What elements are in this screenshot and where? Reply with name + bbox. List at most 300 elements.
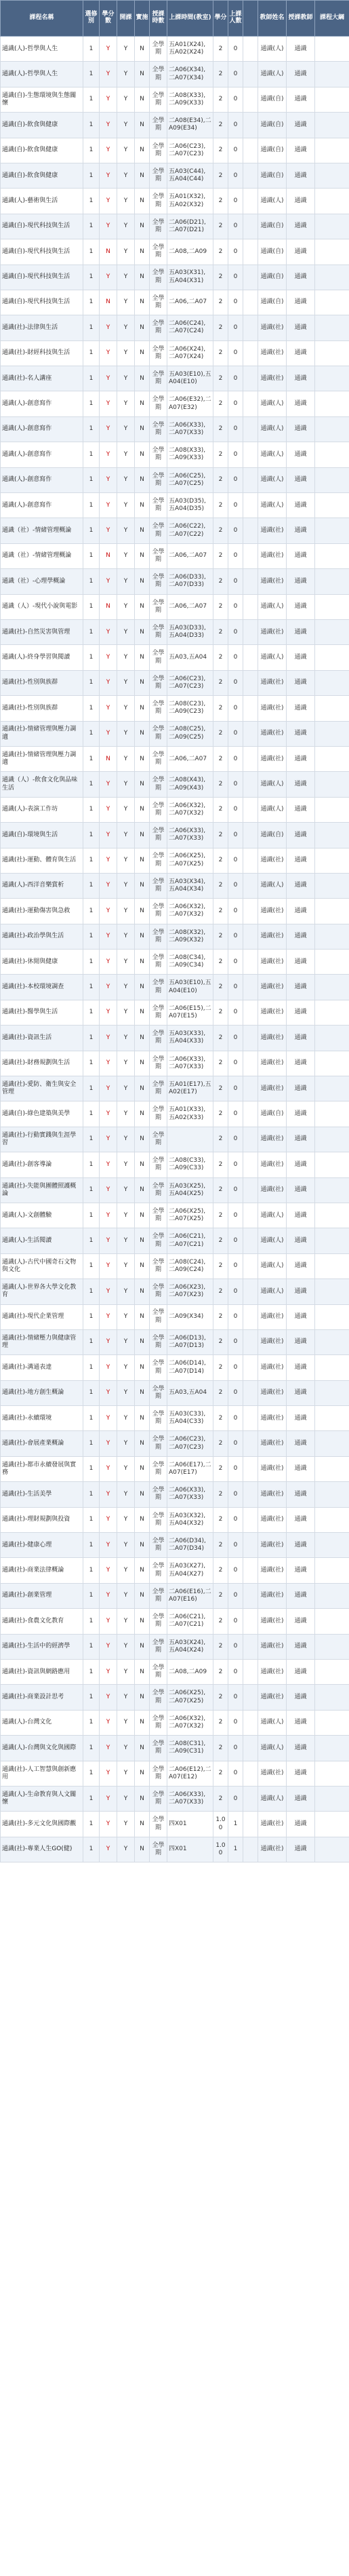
cell-course-name[interactable]: 通識(自)-生態環境與生態關懷 bbox=[1, 87, 83, 112]
table-row[interactable] bbox=[1, 645, 349, 670]
table-row[interactable] bbox=[1, 163, 349, 188]
cell-course-name[interactable]: 通識(社)-會展產業概論 bbox=[1, 1431, 83, 1456]
table-row[interactable] bbox=[1, 1051, 349, 1076]
cell-implement-flag: N bbox=[135, 163, 150, 188]
cell-schedule: 五A03(E10),五A04(E10) bbox=[167, 975, 213, 1000]
header-teacher[interactable]: 教師姓名 bbox=[258, 1, 287, 37]
header-instructor[interactable]: 授課教師 bbox=[287, 1, 315, 37]
table-row[interactable] bbox=[1, 924, 349, 949]
cell-credit-count: N bbox=[100, 543, 117, 568]
header-implement[interactable]: 實施 bbox=[135, 1, 150, 37]
table-row[interactable] bbox=[1, 1127, 349, 1152]
cell-course-name[interactable]: 通識（人）-飲食文化與品味生活 bbox=[1, 772, 83, 797]
table-row[interactable] bbox=[1, 416, 349, 442]
cell-course-name[interactable]: 通識(社)-生活中的經濟學 bbox=[1, 1634, 83, 1659]
cell-syllabus bbox=[315, 1558, 349, 1583]
cell-instructor: 通識 bbox=[287, 1051, 315, 1076]
cell-elective: 1 bbox=[83, 62, 100, 87]
table-row[interactable] bbox=[1, 1812, 349, 1837]
table-row[interactable] bbox=[1, 1482, 349, 1507]
cell-course-name[interactable]: 通識(社)-運動傷害與急救 bbox=[1, 899, 83, 924]
cell-implement-flag: N bbox=[135, 138, 150, 163]
cell-instructor: 通識 bbox=[287, 1076, 315, 1101]
cell-extra bbox=[243, 1533, 258, 1558]
cell-instructor: 通識 bbox=[287, 899, 315, 924]
cell-elective: 1 bbox=[83, 189, 100, 214]
cell-course-name[interactable]: 通識(社)-自然災害與管理 bbox=[1, 619, 83, 644]
table-row[interactable] bbox=[1, 899, 349, 924]
cell-enrolled: 0 bbox=[228, 975, 243, 1000]
cell-course-name[interactable]: 通識(社)-情緒管理與壓力調適 bbox=[1, 746, 83, 771]
table-row[interactable] bbox=[1, 1000, 349, 1025]
cell-extra bbox=[243, 1431, 258, 1456]
cell-instructor: 通識 bbox=[287, 87, 315, 112]
cell-course-name[interactable]: 通識(人)-藝術與生活 bbox=[1, 189, 83, 214]
table-row[interactable] bbox=[1, 594, 349, 619]
table-row[interactable] bbox=[1, 87, 349, 112]
cell-hours: 全學期 bbox=[150, 1203, 167, 1228]
table-row[interactable] bbox=[1, 1406, 349, 1431]
cell-course-name[interactable]: 通識(社)-愛防、衛生與安全管理 bbox=[1, 1076, 83, 1101]
cell-schedule: 二A06(X32),二A07(X32) bbox=[167, 797, 213, 822]
cell-course-name[interactable]: 通識(人)-終身學習與閱讀 bbox=[1, 645, 83, 670]
table-row[interactable] bbox=[1, 670, 349, 695]
cell-schedule: 二A08(X33),二A09(X33) bbox=[167, 442, 213, 467]
cell-syllabus bbox=[315, 1685, 349, 1710]
cell-instructor: 通識 bbox=[287, 265, 315, 290]
cell-course-name[interactable]: 通識(社)-多元文化與國際觀 bbox=[1, 1812, 83, 1837]
cell-credit-count: Y bbox=[100, 1456, 117, 1481]
cell-course-name[interactable]: 通識(社)-食農文化教育 bbox=[1, 1609, 83, 1634]
cell-extra bbox=[243, 797, 258, 822]
cell-enrolled: 0 bbox=[228, 1253, 243, 1279]
cell-elective: 1 bbox=[83, 1253, 100, 1279]
table-row[interactable] bbox=[1, 1456, 349, 1481]
cell-instructor: 通識 bbox=[287, 1127, 315, 1152]
cell-course-name[interactable]: 通識(社)-情緒壓力與健康管理 bbox=[1, 1329, 83, 1354]
cell-schedule: 五A01(X32),五A02(X32) bbox=[167, 189, 213, 214]
table-row[interactable] bbox=[1, 1026, 349, 1051]
header-hours[interactable]: 授課時數 bbox=[150, 1, 167, 37]
cell-syllabus bbox=[315, 1076, 349, 1101]
table-row[interactable] bbox=[1, 1355, 349, 1380]
cell-instructor: 通識 bbox=[287, 113, 315, 138]
cell-schedule: 二A06(C23),二A07(C23) bbox=[167, 670, 213, 695]
table-row[interactable] bbox=[1, 1761, 349, 1786]
header-credit-count[interactable]: 學分數 bbox=[100, 1, 117, 37]
cell-course-name[interactable]: 通識（人）-現代小說與電影 bbox=[1, 594, 83, 619]
table-row[interactable] bbox=[1, 467, 349, 492]
header-syllabus[interactable]: 課程大綱 bbox=[315, 1, 349, 37]
table-row[interactable] bbox=[1, 37, 349, 62]
cell-course-name[interactable]: 通識(社)-資訊生活 bbox=[1, 1026, 83, 1051]
table-row[interactable] bbox=[1, 1431, 349, 1456]
cell-hours: 全學期 bbox=[150, 315, 167, 340]
cell-credit-count: Y bbox=[100, 1431, 117, 1456]
cell-course-name[interactable]: 通識(社)-現代企業管理 bbox=[1, 1304, 83, 1329]
cell-hours: 全學期 bbox=[150, 1000, 167, 1025]
cell-hours: 全學期 bbox=[150, 37, 167, 62]
table-row[interactable] bbox=[1, 518, 349, 543]
header-credits[interactable]: 學分 bbox=[213, 1, 228, 37]
cell-instructor: 通識 bbox=[287, 594, 315, 619]
cell-course-name[interactable]: 通識(人)-西洋音樂賞析 bbox=[1, 873, 83, 898]
cell-course-name[interactable]: 通識(人)-表演工作坊 bbox=[1, 797, 83, 822]
cell-teacher: 通識(人) bbox=[258, 467, 287, 492]
cell-teacher: 通識(社) bbox=[258, 1431, 287, 1456]
header-course-name[interactable]: 課程名稱 bbox=[1, 1, 83, 37]
cell-elective: 1 bbox=[83, 924, 100, 949]
table-row[interactable] bbox=[1, 113, 349, 138]
table-row[interactable] bbox=[1, 290, 349, 315]
table-row[interactable] bbox=[1, 1177, 349, 1203]
table-row[interactable] bbox=[1, 797, 349, 822]
cell-elective: 1 bbox=[83, 1000, 100, 1025]
cell-course-name[interactable]: 通識(自)-飲食與健康 bbox=[1, 163, 83, 188]
table-row[interactable] bbox=[1, 1837, 349, 1862]
cell-teacher: 通識(人) bbox=[258, 416, 287, 442]
table-row[interactable] bbox=[1, 1279, 349, 1304]
cell-instructor: 通識 bbox=[287, 1253, 315, 1279]
table-row[interactable] bbox=[1, 62, 349, 87]
cell-open-flag: Y bbox=[117, 1533, 135, 1558]
cell-course-name[interactable]: 通識(社)-理財規劃與投資 bbox=[1, 1507, 83, 1532]
cell-teacher: 通識(人) bbox=[258, 1228, 287, 1253]
cell-credits: 2 bbox=[213, 569, 228, 594]
cell-enrolled: 0 bbox=[228, 391, 243, 416]
cell-course-name[interactable]: 通識(社)-都市永續發展與實務 bbox=[1, 1456, 83, 1481]
table-row[interactable] bbox=[1, 1380, 349, 1405]
table-row[interactable] bbox=[1, 1558, 349, 1583]
table-row[interactable] bbox=[1, 1736, 349, 1761]
cell-course-name[interactable]: 通識(社)-永續環境 bbox=[1, 1406, 83, 1431]
cell-credit-count: Y bbox=[100, 645, 117, 670]
table-body bbox=[1, 37, 349, 1862]
cell-credit-count: Y bbox=[100, 670, 117, 695]
cell-course-name[interactable]: 通識(人)-台灣文化 bbox=[1, 1710, 83, 1735]
cell-extra bbox=[243, 493, 258, 518]
table-row[interactable] bbox=[1, 569, 349, 594]
cell-schedule: 二A06,二A07 bbox=[167, 594, 213, 619]
cell-course-name[interactable]: 通識(社)-溝通表達 bbox=[1, 1355, 83, 1380]
cell-credit-count: Y bbox=[100, 1837, 117, 1862]
cell-enrolled: 0 bbox=[228, 340, 243, 366]
cell-elective: 1 bbox=[83, 391, 100, 416]
table-row[interactable] bbox=[1, 1329, 349, 1354]
cell-elective: 1 bbox=[83, 1152, 100, 1177]
cell-instructor: 通識 bbox=[287, 1761, 315, 1786]
cell-credit-count: Y bbox=[100, 62, 117, 87]
cell-course-name[interactable]: 通識(社)-商業設計思考 bbox=[1, 1685, 83, 1710]
cell-course-name[interactable]: 通識(自)-環境與生活 bbox=[1, 823, 83, 848]
cell-implement-flag: N bbox=[135, 1837, 150, 1862]
table-row[interactable] bbox=[1, 1533, 349, 1558]
cell-course-name[interactable]: 通識(自)-綠色建築與美學 bbox=[1, 1101, 83, 1127]
cell-extra bbox=[243, 416, 258, 442]
table-row[interactable] bbox=[1, 1609, 349, 1634]
table-row[interactable] bbox=[1, 1786, 349, 1811]
cell-credit-count: Y bbox=[100, 873, 117, 898]
cell-course-name[interactable]: 通識(社)-失能與團體照護概論 bbox=[1, 1177, 83, 1203]
cell-extra bbox=[243, 87, 258, 112]
cell-hours: 全學期 bbox=[150, 1634, 167, 1659]
cell-course-name[interactable]: 通識(社)-人工智慧與創新應用 bbox=[1, 1761, 83, 1786]
table-row[interactable] bbox=[1, 366, 349, 391]
cell-implement-flag: N bbox=[135, 416, 150, 442]
cell-elective: 1 bbox=[83, 696, 100, 721]
cell-open-flag: Y bbox=[117, 163, 135, 188]
cell-course-name[interactable]: 通識(人)-生命教育與人文關懷 bbox=[1, 1786, 83, 1811]
cell-course-name[interactable]: 通識(社)-名人講座 bbox=[1, 366, 83, 391]
cell-schedule: 二A08(C23),二A09(C23) bbox=[167, 696, 213, 721]
cell-course-name[interactable]: 通識(社)-財經科技與生活 bbox=[1, 340, 83, 366]
cell-course-name[interactable]: 通識(社)-地方創生概論 bbox=[1, 1380, 83, 1405]
cell-credits: 2 bbox=[213, 975, 228, 1000]
cell-course-name[interactable]: 通識(自)-現代科技與生活 bbox=[1, 214, 83, 239]
table-row[interactable] bbox=[1, 696, 349, 721]
cell-syllabus bbox=[315, 1634, 349, 1659]
cell-course-name[interactable]: 通識(社)-創業管理 bbox=[1, 1583, 83, 1608]
cell-implement-flag: N bbox=[135, 239, 150, 265]
cell-schedule: 二A06(C21),二A07(C21) bbox=[167, 1609, 213, 1634]
cell-course-name[interactable]: 通識（社）-情緒管理概論 bbox=[1, 518, 83, 543]
table-row[interactable] bbox=[1, 975, 349, 1000]
header-enrolled[interactable]: 上課人數 bbox=[228, 1, 243, 37]
cell-course-name[interactable]: 通識（社）-心理學概論 bbox=[1, 569, 83, 594]
cell-course-name[interactable]: 通識(社)-創客導論 bbox=[1, 1152, 83, 1177]
cell-instructor: 通識 bbox=[287, 1609, 315, 1634]
cell-hours: 全學期 bbox=[150, 619, 167, 644]
cell-elective: 1 bbox=[83, 1837, 100, 1862]
cell-course-name[interactable]: 通識(社)-行動實踐與生涯學習 bbox=[1, 1127, 83, 1152]
table-row[interactable] bbox=[1, 1710, 349, 1735]
table-row[interactable] bbox=[1, 1101, 349, 1127]
cell-credit-count: Y bbox=[100, 87, 117, 112]
cell-course-name[interactable]: 通識(社)-情緒管理與壓力調適 bbox=[1, 721, 83, 746]
cell-teacher: 通識(社) bbox=[258, 1761, 287, 1786]
cell-course-name[interactable]: 通識(自)-現代科技與生活 bbox=[1, 265, 83, 290]
cell-instructor: 通識 bbox=[287, 924, 315, 949]
cell-elective: 1 bbox=[83, 1279, 100, 1304]
table-row[interactable] bbox=[1, 950, 349, 975]
cell-credit-count: Y bbox=[100, 1761, 117, 1786]
cell-teacher: 通識(人) bbox=[258, 873, 287, 898]
cell-course-name[interactable]: 通識(社)-休閒與健康 bbox=[1, 950, 83, 975]
table-row[interactable] bbox=[1, 189, 349, 214]
table-row[interactable] bbox=[1, 1685, 349, 1710]
cell-enrolled: 0 bbox=[228, 189, 243, 214]
table-row[interactable] bbox=[1, 1076, 349, 1101]
cell-credit-count: Y bbox=[100, 366, 117, 391]
cell-instructor: 通識 bbox=[287, 518, 315, 543]
cell-credit-count: Y bbox=[100, 1634, 117, 1659]
table-row[interactable] bbox=[1, 1152, 349, 1177]
cell-credit-count: Y bbox=[100, 163, 117, 188]
cell-course-name[interactable]: 通識(自)-飲食與健康 bbox=[1, 113, 83, 138]
cell-course-name[interactable]: 通識(社)-資訊與網路應用 bbox=[1, 1660, 83, 1685]
cell-syllabus bbox=[315, 696, 349, 721]
cell-elective: 1 bbox=[83, 1228, 100, 1253]
header-open[interactable]: 開課 bbox=[117, 1, 135, 37]
cell-credits: 2 bbox=[213, 1127, 228, 1152]
cell-enrolled: 0 bbox=[228, 1533, 243, 1558]
cell-credits: 2 bbox=[213, 1507, 228, 1532]
cell-credits: 2 bbox=[213, 797, 228, 822]
cell-course-name[interactable]: 通識(人)-創意寫作 bbox=[1, 391, 83, 416]
cell-schedule: 二A06(C21),二A07(C21) bbox=[167, 1228, 213, 1253]
cell-course-name[interactable]: 通識(人)-創意寫作 bbox=[1, 442, 83, 467]
table-row[interactable] bbox=[1, 823, 349, 848]
table-row[interactable] bbox=[1, 772, 349, 797]
cell-syllabus bbox=[315, 1533, 349, 1558]
cell-course-name[interactable]: 通識(社)-財務規劃與生活 bbox=[1, 1051, 83, 1076]
cell-open-flag: Y bbox=[117, 1761, 135, 1786]
cell-syllabus bbox=[315, 189, 349, 214]
table-row[interactable] bbox=[1, 315, 349, 340]
table-row[interactable] bbox=[1, 1583, 349, 1608]
table-row[interactable] bbox=[1, 1253, 349, 1279]
table-header-row bbox=[1, 1, 349, 37]
cell-extra bbox=[243, 873, 258, 898]
cell-course-name[interactable]: 通識（社）-情緒管理概論 bbox=[1, 543, 83, 568]
table-row[interactable] bbox=[1, 214, 349, 239]
table-row[interactable] bbox=[1, 1507, 349, 1532]
cell-enrolled: 0 bbox=[228, 899, 243, 924]
cell-teacher: 通識(自) bbox=[258, 87, 287, 112]
cell-hours: 全學期 bbox=[150, 1837, 167, 1862]
cell-hours: 全學期 bbox=[150, 1685, 167, 1710]
cell-syllabus bbox=[315, 416, 349, 442]
cell-elective: 1 bbox=[83, 467, 100, 492]
cell-syllabus bbox=[315, 1812, 349, 1837]
cell-elective: 1 bbox=[83, 1736, 100, 1761]
cell-course-name[interactable]: 通識(人)-文創體驗 bbox=[1, 1203, 83, 1228]
cell-open-flag: Y bbox=[117, 873, 135, 898]
table-row[interactable] bbox=[1, 493, 349, 518]
table-row[interactable] bbox=[1, 721, 349, 746]
cell-extra bbox=[243, 1660, 258, 1685]
cell-implement-flag: N bbox=[135, 1177, 150, 1203]
cell-course-name[interactable]: 通識(人)-哲學與人生 bbox=[1, 37, 83, 62]
table-row[interactable] bbox=[1, 746, 349, 771]
cell-teacher: 通識(自) bbox=[258, 138, 287, 163]
cell-credit-count: Y bbox=[100, 442, 117, 467]
cell-schedule bbox=[167, 1127, 213, 1152]
cell-elective: 1 bbox=[83, 873, 100, 898]
cell-course-name[interactable]: 通識(人)-台灣與文化與國際 bbox=[1, 1736, 83, 1761]
table-row[interactable] bbox=[1, 340, 349, 366]
cell-enrolled: 0 bbox=[228, 239, 243, 265]
table-row[interactable] bbox=[1, 873, 349, 898]
table-row[interactable] bbox=[1, 442, 349, 467]
cell-open-flag: Y bbox=[117, 1051, 135, 1076]
cell-schedule: 二A08(C24),二A09(C24) bbox=[167, 1253, 213, 1279]
table-row[interactable] bbox=[1, 619, 349, 644]
cell-implement-flag: N bbox=[135, 1355, 150, 1380]
cell-course-name[interactable]: 通識(社)-醫學與生活 bbox=[1, 1000, 83, 1025]
header-elective[interactable]: 選修別 bbox=[83, 1, 100, 37]
cell-hours: 全學期 bbox=[150, 1076, 167, 1101]
cell-course-name[interactable]: 通識(自)-現代科技與生活 bbox=[1, 290, 83, 315]
header-schedule[interactable]: 上課時間(教室) bbox=[167, 1, 213, 37]
cell-course-name[interactable]: 通識(社)-生活美學 bbox=[1, 1482, 83, 1507]
cell-enrolled: 0 bbox=[228, 924, 243, 949]
cell-extra bbox=[243, 442, 258, 467]
table-row[interactable] bbox=[1, 1660, 349, 1685]
cell-course-name[interactable]: 通識(人)-生活閱讀 bbox=[1, 1228, 83, 1253]
table-row[interactable] bbox=[1, 1634, 349, 1659]
cell-hours: 全學期 bbox=[150, 1406, 167, 1431]
cell-credit-count: Y bbox=[100, 569, 117, 594]
cell-course-name[interactable]: 通識(社)-健康心理 bbox=[1, 1533, 83, 1558]
cell-teacher: 通識(社) bbox=[258, 1127, 287, 1152]
cell-enrolled: 0 bbox=[228, 1329, 243, 1354]
cell-course-name[interactable]: 通識(人)-創意寫作 bbox=[1, 416, 83, 442]
cell-credits: 1.00 bbox=[213, 1837, 228, 1862]
table-row[interactable] bbox=[1, 848, 349, 873]
cell-instructor: 通識 bbox=[287, 1406, 315, 1431]
cell-implement-flag: N bbox=[135, 315, 150, 340]
cell-hours: 全學期 bbox=[150, 239, 167, 265]
table-row[interactable] bbox=[1, 1304, 349, 1329]
cell-course-name[interactable]: 通識(社)-政治學與生活 bbox=[1, 924, 83, 949]
table-row[interactable] bbox=[1, 239, 349, 265]
cell-course-name[interactable]: 通識(社)-本校環境調查 bbox=[1, 975, 83, 1000]
cell-instructor: 通識 bbox=[287, 1685, 315, 1710]
table-row[interactable] bbox=[1, 1203, 349, 1228]
cell-syllabus bbox=[315, 645, 349, 670]
table-row[interactable] bbox=[1, 138, 349, 163]
table-row[interactable] bbox=[1, 265, 349, 290]
cell-extra bbox=[243, 1812, 258, 1837]
table-row[interactable] bbox=[1, 1228, 349, 1253]
cell-course-name[interactable]: 通識(人)-創意寫作 bbox=[1, 493, 83, 518]
cell-elective: 1 bbox=[83, 1431, 100, 1456]
cell-course-name[interactable]: 通識(社)-性別與族群 bbox=[1, 696, 83, 721]
table-row[interactable] bbox=[1, 543, 349, 568]
cell-course-name[interactable]: 通識(社)-專業人生GO(健) bbox=[1, 1837, 83, 1862]
cell-enrolled: 0 bbox=[228, 163, 243, 188]
cell-credit-count: N bbox=[100, 239, 117, 265]
cell-open-flag: Y bbox=[117, 1812, 135, 1837]
cell-course-name[interactable]: 通識(社)-運動、體育與生活 bbox=[1, 848, 83, 873]
cell-course-name[interactable]: 通識(社)-性別與族群 bbox=[1, 670, 83, 695]
table-row[interactable] bbox=[1, 391, 349, 416]
cell-elective: 1 bbox=[83, 823, 100, 848]
cell-elective: 1 bbox=[83, 239, 100, 265]
cell-open-flag: Y bbox=[117, 1026, 135, 1051]
cell-schedule: 二A06,二A07 bbox=[167, 746, 213, 771]
cell-credits: 2 bbox=[213, 899, 228, 924]
cell-course-name[interactable]: 通識(自)-現代科技與生活 bbox=[1, 239, 83, 265]
cell-course-name[interactable]: 通識(社)-商業法律概論 bbox=[1, 1558, 83, 1583]
cell-course-name[interactable]: 通識(人)-古代中國奇石文物與文化 bbox=[1, 1253, 83, 1279]
cell-syllabus bbox=[315, 670, 349, 695]
cell-syllabus bbox=[315, 569, 349, 594]
cell-extra bbox=[243, 1837, 258, 1862]
cell-implement-flag: N bbox=[135, 87, 150, 112]
cell-syllabus bbox=[315, 721, 349, 746]
cell-credit-count: Y bbox=[100, 1533, 117, 1558]
cell-course-name[interactable]: 通識(自)-飲食與健康 bbox=[1, 138, 83, 163]
cell-open-flag: Y bbox=[117, 1304, 135, 1329]
cell-course-name[interactable]: 通識(社)-法律與生活 bbox=[1, 315, 83, 340]
cell-course-name[interactable]: 通識(人)-哲學與人生 bbox=[1, 62, 83, 87]
cell-open-flag: Y bbox=[117, 594, 135, 619]
cell-enrolled: 0 bbox=[228, 87, 243, 112]
cell-course-name[interactable]: 通識(人)-世界各大學文化教育 bbox=[1, 1279, 83, 1304]
cell-course-name[interactable]: 通識(人)-創意寫作 bbox=[1, 467, 83, 492]
